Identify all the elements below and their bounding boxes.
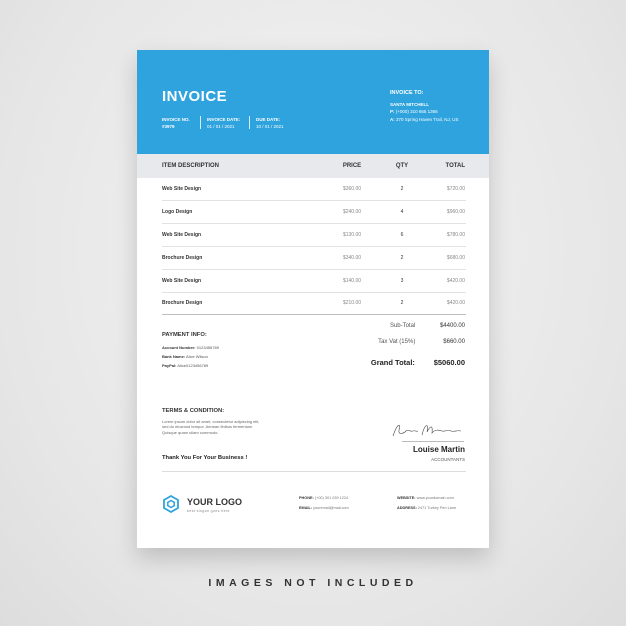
grand-total: Grand Total: $5060.00 <box>370 358 465 367</box>
footer-website: WEBSITE: www.yourdomain.com <box>397 496 454 500</box>
paypal: PayPal: Alice0123456789 <box>162 363 209 368</box>
table-row: Web Site Design $130.00 6 $780.00 <box>162 223 466 247</box>
logo-text: YOUR LOGO <box>187 497 243 507</box>
tax: Tax Vat (15%) $660.00 <box>378 339 465 345</box>
footer-phone: PHONE: (+00) 301 039 1224 <box>299 496 349 500</box>
subtotal: Sub-Total $4400.00 <box>389 323 465 329</box>
footer-contact <box>299 493 349 513</box>
thank-you-note: Thank You For Your Business ! <box>162 455 248 461</box>
signature-image <box>389 418 469 442</box>
table-divider <box>162 314 466 315</box>
invoice-to: INVOICE TO: SANTA MITCHELL P: (+000) 310 665 1366 A: 370 Spring Haven Trail, NJ, US <box>390 90 459 122</box>
account-number: Account Number: 0123456789 <box>162 345 219 350</box>
invoice-page <box>137 50 489 548</box>
invoice-number: INVOICE NO. #3979 <box>162 117 190 129</box>
footer-web <box>397 493 456 513</box>
signer-role: ACCOUNTANTS <box>431 457 465 462</box>
bank-name: Bank Name: Alice Wilson <box>162 354 208 359</box>
column-header-qty: QTY <box>395 163 409 169</box>
invoice-date: INVOICE DATE: 01 / 01 / 2021 <box>207 117 241 129</box>
images-not-included-banner: IMAGES NOT INCLUDED <box>208 577 418 589</box>
invoice-header <box>137 50 489 154</box>
hexagon-logo-icon <box>162 495 180 513</box>
meta-divider <box>249 116 250 129</box>
payment-info: PAYMENT INFO: Account Number: 0123456789 Bank Name: Alice Wilson PayPal: Alice0123456789 <box>162 332 219 368</box>
table-row: Brochure Design $210.00 2 $420.00 <box>162 300 465 306</box>
client-name: SANTA MITCHELL <box>390 101 429 107</box>
table-header <box>137 154 489 178</box>
column-header-total: TOTAL <box>445 163 465 169</box>
signature-line <box>402 441 464 442</box>
footer-address: ADDRESS: 2471 Turkey Pen Lane <box>397 506 457 510</box>
logo-slogan: best slogan goes here <box>187 509 230 513</box>
table-row: Logo Design $240.00 4 $960.00 <box>162 200 466 224</box>
table-row: Web Site Design $360.00 2 $720.00 <box>162 177 466 201</box>
footer-divider <box>162 471 466 472</box>
column-header-price: PRICE <box>342 163 362 169</box>
table-row: Brochure Design $340.00 2 $680.00 <box>162 246 466 270</box>
meta-divider <box>200 116 201 129</box>
signer-name: Louise Martin <box>412 445 465 454</box>
invoice-title: INVOICE <box>162 88 228 105</box>
client-phone: P: (+000) 310 665 1366 <box>390 109 438 114</box>
table-row: Web Site Design $140.00 3 $420.00 <box>162 269 466 293</box>
client-address: A: 370 Spring Haven Trail, NJ, US <box>390 116 459 122</box>
footer-email: EMAIL: youremail@mail.com <box>299 506 349 510</box>
column-header-desc: ITEM DESCRIPTION <box>162 163 220 169</box>
due-date: DUE DATE: 10 / 01 / 2021 <box>256 117 284 129</box>
terms-condition: TERMS & CONDITION: Lorem ipsum dolor sit amet, consectetur adipiscing elit, sed do eiusmod tempor. Aenean finibus fermentum Quisque quam ullam commodo. <box>162 408 260 435</box>
